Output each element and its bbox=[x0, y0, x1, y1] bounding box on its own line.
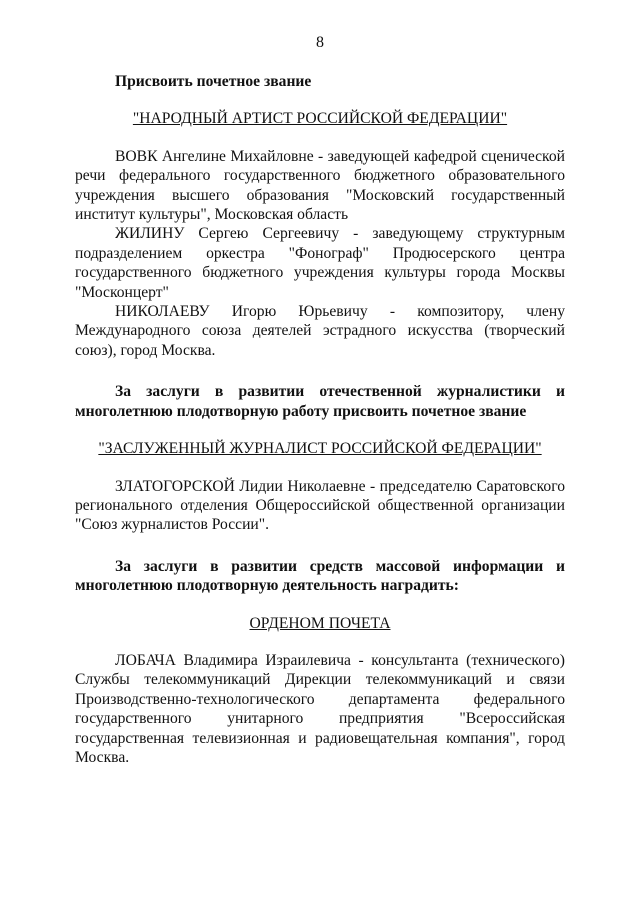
section-1-paragraph-1: ВОВК Ангелине Михайловне - заведующей кафедрой сценической речи федерального государственного бюджетного образовательного учреждения высшего образования "Московский государственный институт культуры", Московская область bbox=[75, 147, 565, 224]
section-2-paragraph-1: ЗЛАТОГОРСКОЙ Лидии Николаевне - председателю Саратовского регионального отделения Общероссийской общественной организации "Союз журналистов России". bbox=[75, 477, 565, 534]
section-3-paragraph-1: ЛОБАЧА Владимира Израилевича - консультанта (технического) Службы телекоммуникаций Дирекции телекоммуникаций и связи Производственно-технологического департамента федерального государственного унитарного предприятия "Всероссийская государственная телевизионная и радиовещательная компания", город Москва. bbox=[75, 651, 565, 766]
section-1-paragraph-2: ЖИЛИНУ Сергею Сергеевичу - заведующему структурным подразделением оркестра "Фонограф" Продюсерского центра государственного бюджетного учреждения культуры города Москвы "Москонцерт" bbox=[75, 225, 565, 301]
section-1-lead: Присвоить почетное звание bbox=[115, 73, 312, 90]
section-2-title: "ЗАСЛУЖЕННЫЙ ЖУРНАЛИСТ РОССИЙСКОЙ ФЕДЕРАЦИИ" bbox=[98, 440, 542, 458]
section-3-title: ОРДЕНОМ ПОЧЕТА bbox=[249, 614, 391, 632]
section-2-lead: За заслуги в развитии отечественной журналистики и многолетнюю плодотворную работу присвоить почетное звание bbox=[75, 383, 565, 420]
section-1-paragraph-3: НИКОЛАЕВУ Игорю Юрьевичу - композитору, члену Международного союза деятелей эстрадного искусства (творческий союз), город Москва. bbox=[75, 303, 565, 359]
document-body bbox=[75, 72, 565, 767]
section-1-title: "НАРОДНЫЙ АРТИСТ РОССИЙСКОЙ ФЕДЕРАЦИИ" bbox=[132, 110, 508, 128]
page-number: 8 bbox=[316, 34, 324, 51]
section-3-lead: За заслуги в развитии средств массовой информации и многолетнюю плодотворную деятельность наградить: bbox=[75, 557, 565, 595]
